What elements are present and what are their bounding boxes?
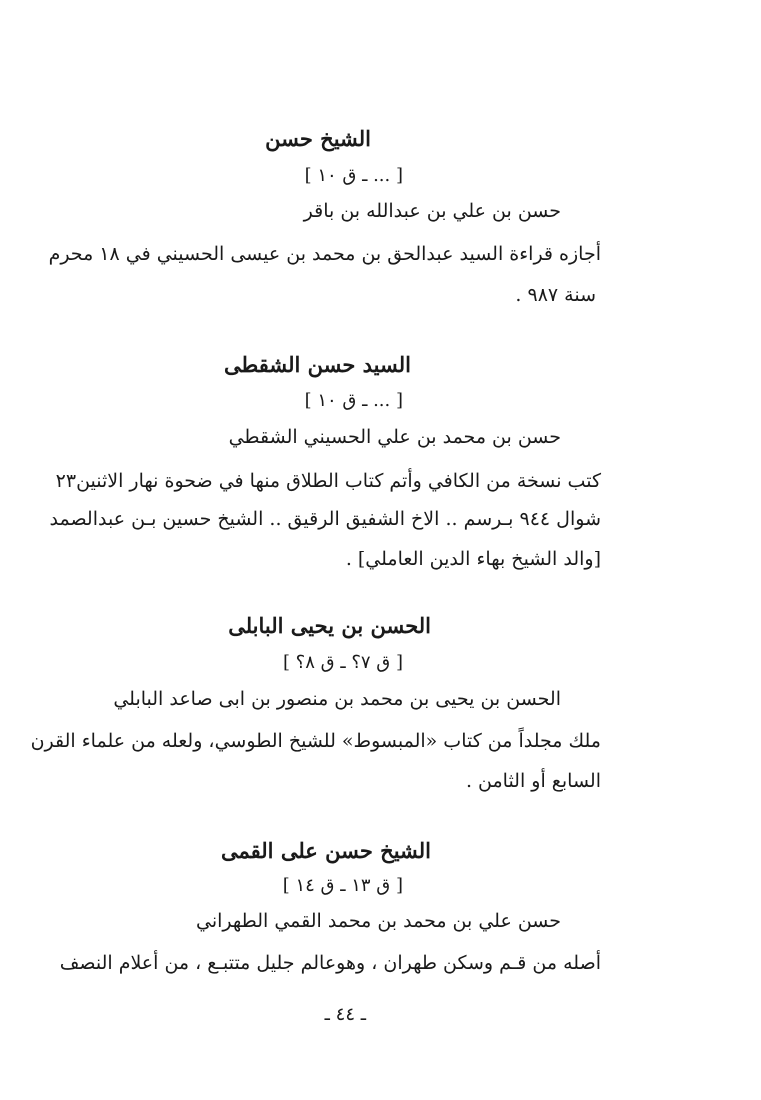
entry-line: حسن بن علي بن عبدالله بن باقر — [303, 200, 561, 222]
entry-line: كتب نسخة من الكافي وأتم كتاب الطلاق منها في ضحوة نهار الاثنين٢٣ — [55, 470, 601, 492]
entry-dates: [ ق ١٣ ـ ق ١٤ ] — [282, 875, 403, 896]
entry-line: ملك مجلداً من كتاب «المبسوط» للشيخ الطوسي، ولعله من علماء القرن — [30, 730, 601, 752]
entry-title: السيد حسن الشقطى — [224, 352, 411, 377]
entry-dates: [ ق ٧؟ ـ ق ٨؟ ] — [282, 652, 403, 673]
entry-line: شوال ٩٤٤ بـرسم .. الاخ الشفيق الرقيق .. الشيخ حسين بـن عبدالصمد — [49, 508, 601, 530]
entry-line: السابع أو الثامن . — [465, 770, 601, 792]
entry-dates: [ ... ـ ق ١٠ ] — [304, 165, 403, 186]
entry-line: الحسن بن يحيى بن محمد بن منصور بن ابى صاعد البابلي — [113, 688, 561, 710]
entry-line: سنة ٩٨٧ . — [515, 284, 596, 306]
entry-dates: [ ... ـ ق ١٠ ] — [304, 390, 403, 411]
entry-line: حسن علي بن محمد بن محمد القمي الطهراني — [196, 910, 561, 932]
entry-line: [والد الشيخ بهاء الدين العاملي] . — [345, 548, 601, 570]
entry-title: الحسن بن يحيى البابلى — [228, 613, 431, 638]
page-number: ـ ٤٤ ـ — [324, 1004, 366, 1025]
entry-line: حسن بن محمد بن علي الحسيني الشقطي — [228, 426, 561, 448]
entry-line: أصله من قـم وسكن طهران ، وهوعالم جليل متتبـع ، من أعلام النصف — [59, 952, 601, 974]
entry-line: أجازه قراءة السيد عبدالحق بن محمد بن عيسى الحسيني في ١٨ محرم — [48, 243, 601, 265]
entry-title: الشيخ حسن — [265, 126, 371, 151]
entry-title: الشيخ حسن على القمى — [221, 838, 431, 863]
